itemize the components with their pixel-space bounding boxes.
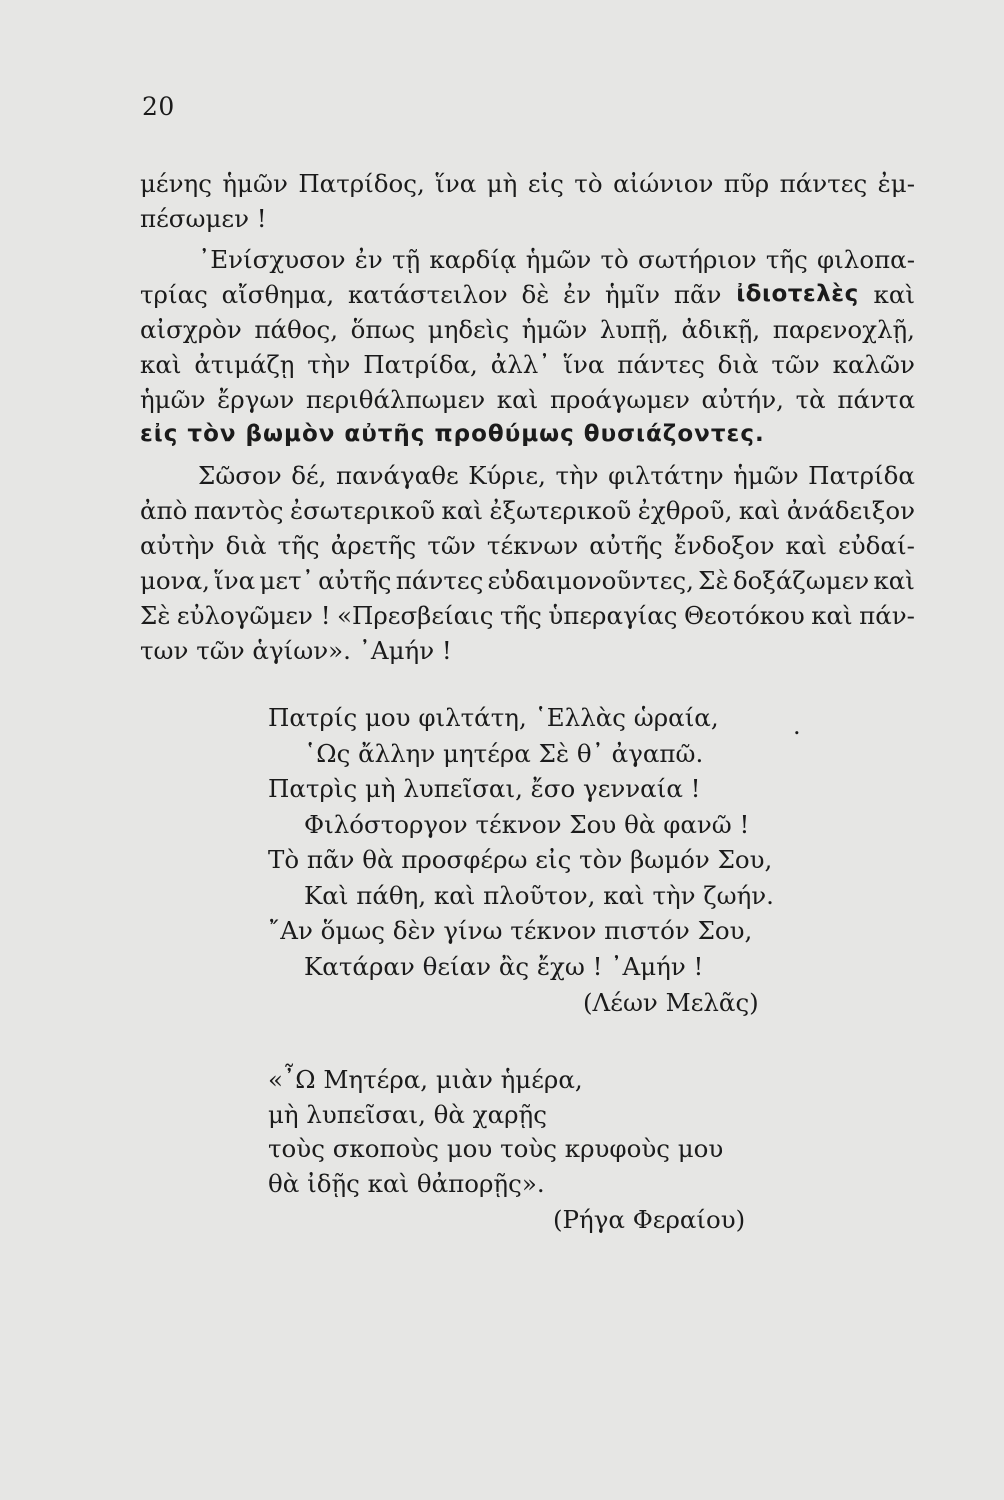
word: αὐτῆς [318,566,392,595]
word: πάντες [395,566,484,595]
word: πάθος, [254,315,339,344]
word: τὰ [795,385,826,414]
prose-body [140,166,915,668]
word: καρδίᾳ [429,245,517,274]
paragraph-1 [140,166,915,236]
word: ἡμῶν [521,315,588,344]
word: δοξάζωμεν [732,566,870,595]
text-line [140,493,915,528]
word: μονα, [140,566,210,595]
poem-verse: ῎Αν ὅμως δὲν γίνω τέκνον πιστόν Σου, [268,916,753,945]
poem-verse: Καὶ πάθη, καὶ πλοῦτον, καὶ τὴν ζωήν. [304,880,774,910]
word: δέ, [291,461,327,490]
word: ἵνα [563,350,605,379]
word: Πατρίδα, [363,350,478,379]
poem-verse: ῾Ως ἄλλην μητέρα Σὲ θ᾿ ἀγαπῶ. [304,738,704,768]
word: παντὸς [193,496,284,525]
word: εὐλογῶμεν ! [176,601,331,630]
word: εὐδαί- [838,531,915,560]
poem-verse: Φιλόστοργον τέκνον Σου θὰ φανῶ ! [304,809,750,839]
text-line: των τῶν ἁγίων». ᾿Αμήν ! [140,636,452,665]
word: φιλτάτην [608,461,724,490]
bold-word: ἰδιοτελὲς [736,281,859,307]
word: πάντα [837,385,915,414]
text-line [140,347,915,382]
poem-verse: μὴ λυπεῖσαι, θὰ χαρῇς [268,1099,547,1129]
word: εἰς [527,169,564,198]
word: εὐδαιμονοῦντες, [487,566,694,595]
word: προάγωμεν [549,385,690,414]
word: καὶ [738,496,781,525]
word: ἐχθροῦ, [637,496,733,525]
word: αἰσχρὸν [140,315,242,344]
word: αὐτήν, [701,385,784,414]
word: Κύριε, [468,461,546,490]
text-line: πέσωμεν ! [140,204,267,233]
word: ἐν [354,245,383,274]
text-line [140,563,915,598]
text-line [140,277,915,312]
word: ἡμῶν [222,169,288,198]
word: καλῶν [832,350,915,379]
word: ἀτιμάζῃ [194,350,295,379]
text-line [140,458,915,493]
text-line [140,382,915,417]
attribution-feraios: (Ρήγα Φεραίου) [553,1205,746,1234]
text-line [140,166,915,201]
word: καὶ [785,531,828,560]
word: ἐμ- [877,169,915,198]
word: ἀρετῆς [330,531,417,560]
word: τῶν [771,350,820,379]
word: σωτήριον [638,245,757,274]
word: Σῶσον [198,461,282,490]
word: παρενοχλῇ, [772,315,915,344]
word: τὸ [600,245,629,274]
word: μένης [140,169,212,198]
text-line [140,528,915,563]
word: τῇ [391,245,421,274]
word: Θεοτόκου [683,601,805,630]
word: καὶ [811,601,853,630]
text-line [140,312,915,347]
word: ἀλλ᾿ [490,350,551,379]
word: πάντες [617,350,705,379]
word: τέκνων [486,531,579,560]
word: ἐσωτερικοῦ [289,496,436,525]
paragraph-2 [140,242,915,452]
word: Σὲ [698,566,729,595]
word: αὐτῆς [589,531,663,560]
word: καὶ [873,566,915,595]
word: μὴ [486,169,518,198]
word: τὴν [307,350,351,379]
word: ἡμῶν [525,245,592,274]
poem-2 [268,1063,723,1201]
poem-verse: «῏Ω Μητέρα, μιὰν ἡμέρα, [268,1065,583,1094]
bold-emphasis-line: εἰς τὸν βωμὸν αὐτῆς προθύμως θυσιάζοντες. [140,421,765,447]
poem-verse: Τὸ πᾶν θὰ προσφέρω εἰς τὸν βωμόν Σου, [268,845,773,874]
word: αὐτὴν [140,531,215,560]
poem-verse: τοὺς σκοποὺς μου τοὺς κρυφοὺς μου [268,1134,724,1163]
word: ἀδικῇ, [681,315,761,344]
word: ἐξωτερικοῦ [489,496,632,525]
poem-verse: θὰ ἰδῇς καὶ θἀπορῇς». [268,1168,545,1198]
text-run: τρίας αἴσθημα, κατάστειλον δὲ ἐν ἡμῖν πᾶν [140,280,722,309]
word: περιθάλπωμεν [305,385,486,414]
word: ἡμῶν [140,385,206,414]
word: ἀνάδειξον [786,496,915,525]
word: καὶ [496,385,539,414]
word: πάν- [859,601,915,630]
word: διὰ [717,350,759,379]
stray-mark: . [793,712,801,740]
word: Πατρίδα [808,461,915,490]
word: ἔνδοξον [673,531,775,560]
word: τῶν [427,531,476,560]
text-line [140,598,915,633]
paragraph-3 [140,458,915,668]
poem-verse: Πατρὶς μὴ λυπεῖσαι, ἔσο γενναία ! [268,774,701,803]
poem-verse: Πατρίς μου φιλτάτη, ῾Ελλὰς ὡραία, [268,703,719,732]
word: λυπῇ, [599,315,669,344]
word: τῆς [499,601,542,630]
poem-1 [268,700,808,984]
word: πῦρ [723,169,770,198]
word: ἔργων [217,385,295,414]
word: τῆς [277,531,320,560]
word: ᾿Ενίσχυσον [198,245,346,274]
word: φιλοπα- [817,245,915,274]
word: ἀπὸ [140,496,188,525]
attribution-melas: (Λέων Μελᾶς) [583,988,759,1017]
page-number: 20 [142,92,175,121]
word: Σὲ [140,601,171,630]
word: τῆς [765,245,808,274]
word: αἰώνιον [613,169,714,198]
word: πάντες [779,169,868,198]
word: «Πρεσβείαις [337,601,494,630]
word: τὴν [555,461,599,490]
word: μηδεὶς [427,315,510,344]
poem-verse: Κατάραν θείαν ἂς ἔχω ! ᾿Αμήν ! [304,951,704,981]
word: διὰ [225,531,267,560]
word: ὅπως [350,315,416,344]
word: πανάγαθε [335,461,459,490]
word: τὸ [574,169,603,198]
word: ὑπεραγίας [548,601,678,630]
word: καὶ [140,350,182,379]
text-line [140,242,915,277]
word: ἵνα [214,566,256,595]
word: ἡμῶν [733,461,799,490]
word: μετ᾿ [259,566,314,595]
word: καὶ [873,280,915,309]
word: καὶ [441,496,483,525]
word: ἵνα [435,169,477,198]
word: Πατρίδος, [298,169,425,198]
